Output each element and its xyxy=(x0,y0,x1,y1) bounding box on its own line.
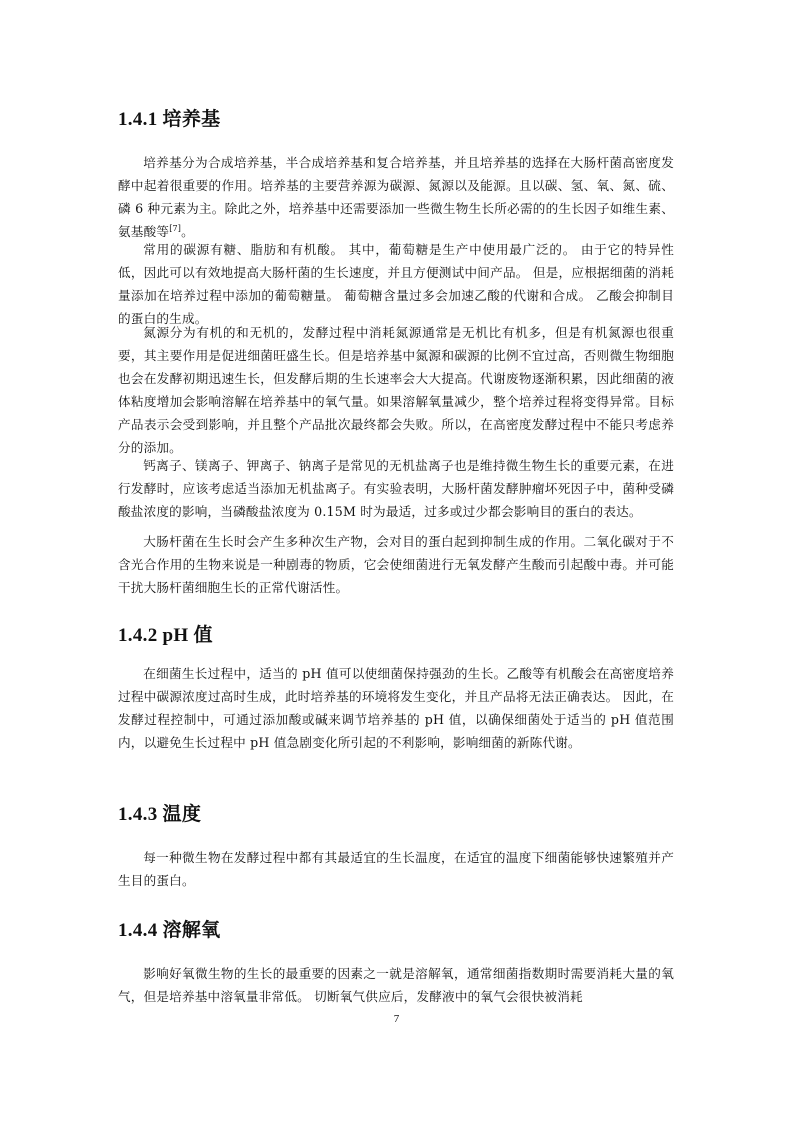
section-heading-dissolved-oxygen: 1.4.4 溶解氧 xyxy=(118,920,221,941)
paragraph-temperature: 每一种微生物在发酵过程中都有其最适宜的生长温度，在适宜的温度下细菌能够快速繁殖并产生目的蛋白。 xyxy=(118,850,674,888)
paragraph-ph: 在细菌生长过程中，适当的 pH 值可以使细菌保持强劲的生长。乙酸等有机酸会在高密度培养过程中碳源浓度过高时生成，此时培养基的环境将发生变化，并且产品将无法正确表达。 因此，在发酵过程控制中，可通过添加酸或碱来调节培养基的 pH 值，以确保细菌处于适当的 pH 值范围内，以避免生长过程中 pH 值急剧变化所引起的不利影响，影响细菌的新陈代谢。 xyxy=(118,666,674,750)
paragraph-medium-composition: 培养基分为合成培养基，半合成培养基和复合培养基，并且培养基的选择在大肠杆菌高密度发酵中起着很重要的作用。培养基的主要营养源为碳源、氮源以及能源。且以碳、氢、氧、氮、硫、磷 6 种元素为主。除此之外，培养基中还需要添加一些微生物生长所必需的的生长因子如维生素、氨基酸等[7]。 xyxy=(118,155,674,239)
section-heading-medium: 1.4.1 培养基 xyxy=(118,109,221,130)
section-heading-ph: 1.4.2 pH 值 xyxy=(118,625,213,646)
citation-marker: [7] xyxy=(169,223,182,233)
paragraph-carbon-source: 常用的碳源有糖、脂肪和有机酸。 其中，葡萄糖是生产中使用最广泛的。 由于它的特异性低，因此可以有效地提高大肠杆菌的生长速度，并且方便测试中间产品。 但是，应根据细菌的消耗量添加在培养过程中添加的葡萄糖量。 葡萄糖含量过多会加速乙酸的代谢和合成。 乙酸会抑制目的蛋白的生成。 xyxy=(118,242,674,326)
paragraph-inorganic-salts: 钙离子、镁离子、钾离子、钠离子是常见的无机盐离子也是维持微生物生长的重要元素，在进行发酵时，应该考虑适当添加无机盐离子。有实验表明，大肠杆菌发酵肿瘤坏死因子中，菌种受磷酸盐浓度的影响，当磷酸盐浓度为 0.15M 时为最适，过多或过少都会影响目的蛋白的表达。 xyxy=(118,458,674,519)
document-page xyxy=(118,0,674,1122)
paragraph-dissolved-oxygen: 影响好氧微生物的生长的最重要的因素之一就是溶解氧，通常细菌指数期时需要消耗大量的氧气，但是培养基中溶氧量非常低。 切断氧气供应后，发酵液中的氧气会很快被消耗 xyxy=(118,966,674,1004)
paragraph-byproducts: 大肠杆菌在生长时会产生多种次生产物，会对目的蛋白起到抑制生成的作用。二氧化碳对于不含光合作用的生物来说是一种剧毒的物质，它会使细菌进行无氧发酵产生酸而引起酸中毒。并可能干扰大肠杆菌细胞生长的正常代谢活性。 xyxy=(118,534,674,595)
page-number: 7 xyxy=(393,1013,400,1025)
paragraph-nitrogen-source: 氮源分为有机的和无机的，发酵过程中消耗氮源通常是无机比有机多，但是有机氮源也很重要，其主要作用是促进细菌旺盛生长。但是培养基中氮源和碳源的比例不宜过高，否则微生物细胞也会在发酵初期迅速生长，但发酵后期的生长速率会大大提高。代谢废物逐渐积累，因此细菌的液体粘度增加会影响溶解在培养基中的氧气量。如果溶解氧量减少，整个培养过程将变得异常。目标产品表示会受到影响，并且整个产品批次最终都会失败。所以，在高密度发酵过程中不能只考虑养分的添加。 xyxy=(118,325,674,455)
section-heading-temperature: 1.4.3 温度 xyxy=(118,804,202,825)
